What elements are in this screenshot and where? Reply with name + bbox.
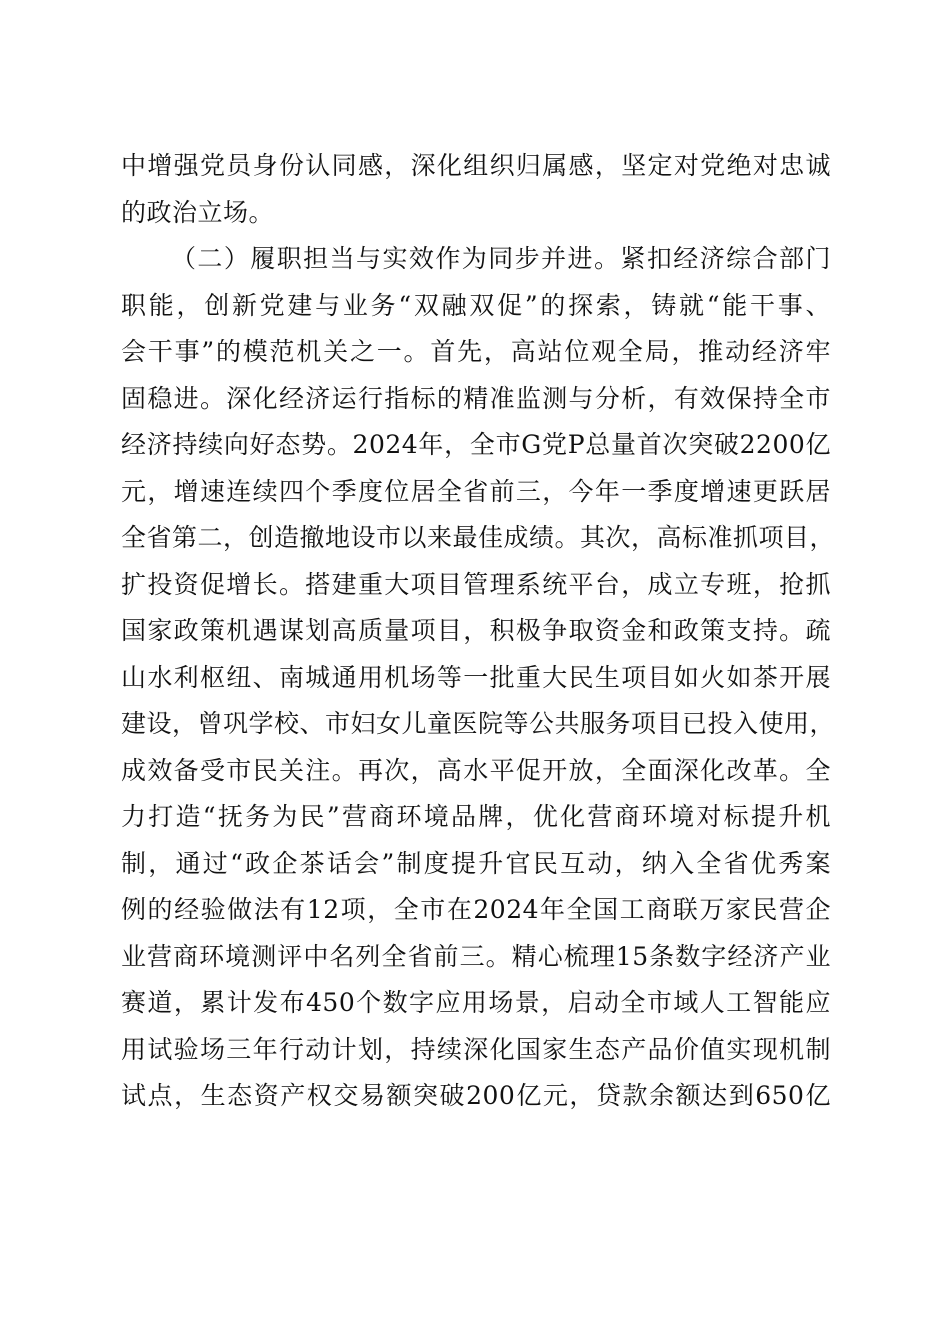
text-line: 山水利枢纽、南城通用机场等一批重大民生项目如火如茶开展 bbox=[121, 662, 831, 692]
text-line: 扩投资促增长。搭建重大项目管理系统平台，成立专班，抢抓 bbox=[121, 569, 831, 599]
text-line: 试点，生态资产权交易额突破200亿元，贷款余额达到650亿 bbox=[121, 1081, 831, 1110]
text-line: 力打造“抚务为民”营商环境品牌，优化营商环境对标提升机 bbox=[121, 802, 831, 831]
text-line: 例的经验做法有12项，全市在2024年全国工商联万家民营企 bbox=[121, 895, 831, 924]
text-line: 的政治立场。 bbox=[121, 197, 275, 227]
text-line: 固稳进。深化经济运行指标的精准监测与分析，有效保持全市 bbox=[121, 383, 831, 413]
text-line: 国家政策机遇谋划高质量项目，积极争取资金和政策支持。疏 bbox=[121, 616, 831, 645]
text-line: 经济持续向好态势。2024年，全市G党P总量首次突破2200亿 bbox=[121, 430, 831, 459]
text-line: 业营商环境测评中名列全省前三。精心梳理15条数字经济产业 bbox=[121, 941, 831, 971]
text-line: 用试验场三年行动计划，持续深化国家生态产品价值实现机制 bbox=[121, 1034, 831, 1064]
text-line: 中增强党员身份认同感，深化组织归属感，坚定对党绝对忠诚 bbox=[121, 151, 831, 180]
body-text bbox=[121, 143, 836, 1120]
text-line: 建设，曾巩学校、市妇女儿童医院等公共服务项目已投入使用， bbox=[121, 709, 836, 738]
section-heading-line: （二）履职担当与实效作为同步并进。紧扣经济综合部门 bbox=[171, 244, 831, 273]
text-line: 职能，创新党建与业务“双融双促”的探索，铸就“能干事、 bbox=[121, 290, 831, 320]
text-line: 全省第二，创造撤地设市以来最佳成绩。其次，高标准抓项目， bbox=[121, 523, 836, 552]
text-line: 赛道，累计发布450个数字应用场景，启动全市域人工智能应 bbox=[121, 988, 831, 1017]
text-line: 会干事”的模范机关之一。首先，高站位观全局，推动经济牢 bbox=[121, 337, 831, 366]
text-line: 制，通过“政企茶话会”制度提升官民互动，纳入全省优秀案 bbox=[121, 848, 831, 878]
text-line: 成效备受市民关注。再次，高水平促开放，全面深化改革。全 bbox=[121, 755, 831, 785]
text-line: 元，增速连续四个季度位居全省前三，今年一季度增速更跃居 bbox=[121, 476, 831, 506]
